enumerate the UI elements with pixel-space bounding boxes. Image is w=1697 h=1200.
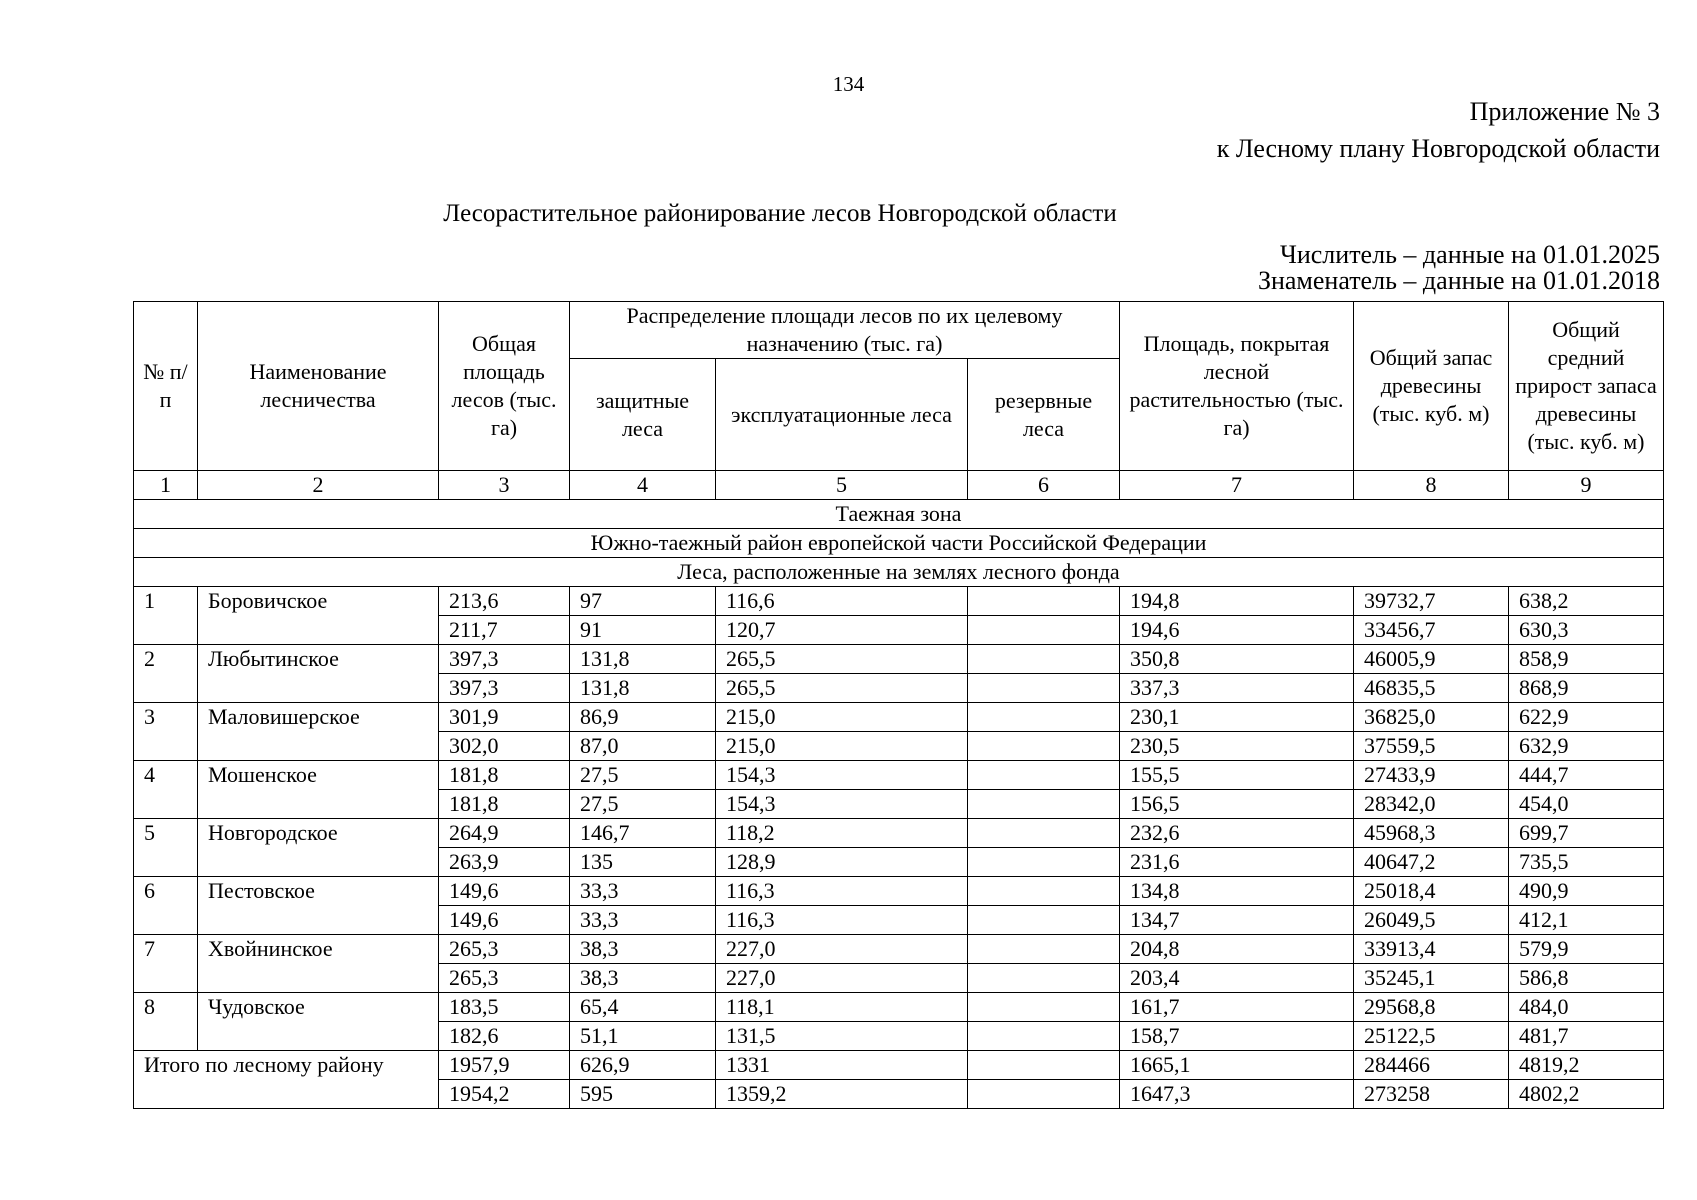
cell-avg-growth: 735,5 bbox=[1509, 848, 1664, 877]
cell-exploitation: 154,3 bbox=[716, 790, 968, 819]
cell-reserve bbox=[968, 819, 1120, 848]
cell-covered-area: 134,7 bbox=[1120, 906, 1354, 935]
cell-reserve bbox=[968, 703, 1120, 732]
cell-total-stock: 39732,7 bbox=[1354, 587, 1509, 616]
column-number: 2 bbox=[198, 471, 439, 500]
cell-total-stock: 33456,7 bbox=[1354, 616, 1509, 645]
document-title: Лесорастительное районирование лесов Новгородской области bbox=[443, 200, 1117, 227]
numerator-denominator-legend bbox=[1258, 242, 1660, 294]
header-total-stock: Общий запас древесины (тыс. куб. м) bbox=[1354, 302, 1509, 471]
cell-exploitation: 118,2 bbox=[716, 819, 968, 848]
column-number-row bbox=[134, 471, 1664, 500]
cell-total-area: 211,7 bbox=[439, 616, 570, 645]
cell-total-stock: 45968,3 bbox=[1354, 819, 1509, 848]
cell-exploitation: 116,6 bbox=[716, 587, 968, 616]
cell-total-area: 265,3 bbox=[439, 964, 570, 993]
table-row-numerator bbox=[134, 703, 1664, 732]
row-number: 5 bbox=[134, 819, 198, 877]
cell-protective: 91 bbox=[570, 616, 716, 645]
table-row-numerator bbox=[134, 935, 1664, 964]
cell-avg-growth: 868,9 bbox=[1509, 674, 1664, 703]
column-number: 7 bbox=[1120, 471, 1354, 500]
zone-heading: Таежная зона bbox=[134, 500, 1664, 529]
header-exploitation: эксплуатационные леса bbox=[716, 359, 968, 471]
row-number: 7 bbox=[134, 935, 198, 993]
total-exploitation: 1359,2 bbox=[716, 1080, 968, 1109]
row-number: 8 bbox=[134, 993, 198, 1051]
column-number: 9 bbox=[1509, 471, 1664, 500]
cell-total-area: 397,3 bbox=[439, 674, 570, 703]
cell-covered-area: 232,6 bbox=[1120, 819, 1354, 848]
cell-total-stock: 28342,0 bbox=[1354, 790, 1509, 819]
cell-protective: 146,7 bbox=[570, 819, 716, 848]
cell-covered-area: 230,1 bbox=[1120, 703, 1354, 732]
cell-total-area: 397,3 bbox=[439, 645, 570, 674]
cell-total-area: 183,5 bbox=[439, 993, 570, 1022]
cell-protective: 131,8 bbox=[570, 674, 716, 703]
cell-protective: 86,9 bbox=[570, 703, 716, 732]
cell-covered-area: 230,5 bbox=[1120, 732, 1354, 761]
cell-covered-area: 161,7 bbox=[1120, 993, 1354, 1022]
cell-total-area: 301,9 bbox=[439, 703, 570, 732]
cell-total-stock: 36825,0 bbox=[1354, 703, 1509, 732]
cell-avg-growth: 622,9 bbox=[1509, 703, 1664, 732]
cell-covered-area: 337,3 bbox=[1120, 674, 1354, 703]
cell-covered-area: 134,8 bbox=[1120, 877, 1354, 906]
total-total-area: 1957,9 bbox=[439, 1051, 570, 1080]
cell-covered-area: 158,7 bbox=[1120, 1022, 1354, 1051]
cell-exploitation: 120,7 bbox=[716, 616, 968, 645]
total-avg-growth: 4819,2 bbox=[1509, 1051, 1664, 1080]
cell-reserve bbox=[968, 587, 1120, 616]
cell-protective: 97 bbox=[570, 587, 716, 616]
total-total-area: 1954,2 bbox=[439, 1080, 570, 1109]
cell-total-area: 149,6 bbox=[439, 877, 570, 906]
total-covered-area: 1647,3 bbox=[1120, 1080, 1354, 1109]
cell-total-area: 182,6 bbox=[439, 1022, 570, 1051]
cell-total-area: 213,6 bbox=[439, 587, 570, 616]
header-distribution: Распределение площади лесов по их целевому назначению (тыс. га) bbox=[570, 302, 1120, 359]
cell-total-area: 181,8 bbox=[439, 761, 570, 790]
row-number: 2 bbox=[134, 645, 198, 703]
total-reserve bbox=[968, 1051, 1120, 1080]
column-number: 6 bbox=[968, 471, 1120, 500]
cell-reserve bbox=[968, 732, 1120, 761]
cell-protective: 131,8 bbox=[570, 645, 716, 674]
cell-reserve bbox=[968, 993, 1120, 1022]
column-number: 3 bbox=[439, 471, 570, 500]
table-row-numerator bbox=[134, 993, 1664, 1022]
column-number: 8 bbox=[1354, 471, 1509, 500]
cell-protective: 27,5 bbox=[570, 761, 716, 790]
total-label: Итого по лесному району bbox=[134, 1051, 439, 1109]
cell-total-stock: 46835,5 bbox=[1354, 674, 1509, 703]
cell-total-stock: 26049,5 bbox=[1354, 906, 1509, 935]
cell-reserve bbox=[968, 674, 1120, 703]
appendix-line-1: Приложение № 3 bbox=[1469, 97, 1660, 126]
cell-avg-growth: 638,2 bbox=[1509, 587, 1664, 616]
cell-total-stock: 35245,1 bbox=[1354, 964, 1509, 993]
total-exploitation: 1331 bbox=[716, 1051, 968, 1080]
cell-exploitation: 215,0 bbox=[716, 703, 968, 732]
total-total-stock: 284466 bbox=[1354, 1051, 1509, 1080]
header-name: Наименование лесничества bbox=[198, 302, 439, 471]
cell-protective: 33,3 bbox=[570, 877, 716, 906]
header-num: № п/п bbox=[134, 302, 198, 471]
cell-reserve bbox=[968, 964, 1120, 993]
cell-exploitation: 118,1 bbox=[716, 993, 968, 1022]
cell-total-stock: 25018,4 bbox=[1354, 877, 1509, 906]
cell-reserve bbox=[968, 1022, 1120, 1051]
cell-total-area: 265,3 bbox=[439, 935, 570, 964]
cell-exploitation: 215,0 bbox=[716, 732, 968, 761]
header-protective: защитные леса bbox=[570, 359, 716, 471]
cell-protective: 38,3 bbox=[570, 935, 716, 964]
forestry-name: Хвойнинское bbox=[198, 935, 439, 993]
region-heading: Южно-таежный район европейской части Российской Федерации bbox=[134, 529, 1664, 558]
cell-exploitation: 227,0 bbox=[716, 935, 968, 964]
cell-reserve bbox=[968, 761, 1120, 790]
cell-exploitation: 154,3 bbox=[716, 761, 968, 790]
total-total-stock: 273258 bbox=[1354, 1080, 1509, 1109]
cell-covered-area: 350,8 bbox=[1120, 645, 1354, 674]
cell-exploitation: 116,3 bbox=[716, 877, 968, 906]
cell-total-stock: 25122,5 bbox=[1354, 1022, 1509, 1051]
cell-avg-growth: 490,9 bbox=[1509, 877, 1664, 906]
cell-covered-area: 155,5 bbox=[1120, 761, 1354, 790]
column-number: 1 bbox=[134, 471, 198, 500]
cell-protective: 33,3 bbox=[570, 906, 716, 935]
total-protective: 626,9 bbox=[570, 1051, 716, 1080]
cell-exploitation: 128,9 bbox=[716, 848, 968, 877]
row-number: 3 bbox=[134, 703, 198, 761]
cell-avg-growth: 630,3 bbox=[1509, 616, 1664, 645]
cell-covered-area: 156,5 bbox=[1120, 790, 1354, 819]
cell-avg-growth: 481,7 bbox=[1509, 1022, 1664, 1051]
cell-protective: 38,3 bbox=[570, 964, 716, 993]
table-row-numerator bbox=[134, 645, 1664, 674]
header-avg-growth: Общий средний прирост запаса древесины (тыс. куб. м) bbox=[1509, 302, 1664, 471]
cell-avg-growth: 444,7 bbox=[1509, 761, 1664, 790]
table-row-numerator bbox=[134, 587, 1664, 616]
cell-total-area: 264,9 bbox=[439, 819, 570, 848]
cell-covered-area: 204,8 bbox=[1120, 935, 1354, 964]
cell-total-stock: 27433,9 bbox=[1354, 761, 1509, 790]
appendix-line-2: к Лесному плану Новгородской области bbox=[1216, 134, 1660, 163]
land-type-heading: Леса, расположенные на землях лесного фонда bbox=[134, 558, 1664, 587]
forestry-name: Маловишерское bbox=[198, 703, 439, 761]
row-number: 1 bbox=[134, 587, 198, 645]
cell-avg-growth: 579,9 bbox=[1509, 935, 1664, 964]
cell-total-stock: 40647,2 bbox=[1354, 848, 1509, 877]
cell-exploitation: 265,5 bbox=[716, 645, 968, 674]
cell-avg-growth: 454,0 bbox=[1509, 790, 1664, 819]
page-number: 134 bbox=[832, 72, 865, 96]
cell-avg-growth: 484,0 bbox=[1509, 993, 1664, 1022]
cell-reserve bbox=[968, 645, 1120, 674]
header-reserve: резервные леса bbox=[968, 359, 1120, 471]
cell-reserve bbox=[968, 877, 1120, 906]
cell-total-area: 181,8 bbox=[439, 790, 570, 819]
cell-protective: 87,0 bbox=[570, 732, 716, 761]
cell-reserve bbox=[968, 906, 1120, 935]
forestry-name: Чудовское bbox=[198, 993, 439, 1051]
cell-avg-growth: 699,7 bbox=[1509, 819, 1664, 848]
cell-covered-area: 194,6 bbox=[1120, 616, 1354, 645]
cell-exploitation: 265,5 bbox=[716, 674, 968, 703]
total-reserve bbox=[968, 1080, 1120, 1109]
cell-covered-area: 203,4 bbox=[1120, 964, 1354, 993]
cell-reserve bbox=[968, 616, 1120, 645]
cell-total-area: 149,6 bbox=[439, 906, 570, 935]
forestry-name: Пестовское bbox=[198, 877, 439, 935]
cell-total-stock: 37559,5 bbox=[1354, 732, 1509, 761]
forestry-name: Любытинское bbox=[198, 645, 439, 703]
cell-total-stock: 29568,8 bbox=[1354, 993, 1509, 1022]
total-protective: 595 bbox=[570, 1080, 716, 1109]
total-row-numerator bbox=[134, 1051, 1664, 1080]
cell-avg-growth: 412,1 bbox=[1509, 906, 1664, 935]
cell-avg-growth: 632,9 bbox=[1509, 732, 1664, 761]
total-avg-growth: 4802,2 bbox=[1509, 1080, 1664, 1109]
appendix-note bbox=[1217, 93, 1660, 167]
forest-zoning-table bbox=[133, 301, 1664, 1109]
table-row-numerator bbox=[134, 761, 1664, 790]
cell-protective: 135 bbox=[570, 848, 716, 877]
header-covered-area: Площадь, покрытая лесной растительностью (тыс. га) bbox=[1120, 302, 1354, 471]
cell-total-stock: 33913,4 bbox=[1354, 935, 1509, 964]
cell-exploitation: 227,0 bbox=[716, 964, 968, 993]
cell-reserve bbox=[968, 848, 1120, 877]
row-number: 6 bbox=[134, 877, 198, 935]
cell-total-area: 263,9 bbox=[439, 848, 570, 877]
cell-protective: 51,1 bbox=[570, 1022, 716, 1051]
cell-exploitation: 116,3 bbox=[716, 906, 968, 935]
table-row-numerator bbox=[134, 877, 1664, 906]
cell-exploitation: 131,5 bbox=[716, 1022, 968, 1051]
denominator-note: Знаменатель – данные на 01.01.2018 bbox=[1257, 266, 1660, 295]
cell-covered-area: 194,8 bbox=[1120, 587, 1354, 616]
cell-total-area: 302,0 bbox=[439, 732, 570, 761]
column-number: 5 bbox=[716, 471, 968, 500]
total-covered-area: 1665,1 bbox=[1120, 1051, 1354, 1080]
forestry-name: Боровичское bbox=[198, 587, 439, 645]
forestry-name: Мошенское bbox=[198, 761, 439, 819]
cell-total-stock: 46005,9 bbox=[1354, 645, 1509, 674]
column-number: 4 bbox=[570, 471, 716, 500]
row-number: 4 bbox=[134, 761, 198, 819]
cell-covered-area: 231,6 bbox=[1120, 848, 1354, 877]
forestry-name: Новгородское bbox=[198, 819, 439, 877]
cell-reserve bbox=[968, 935, 1120, 964]
cell-protective: 27,5 bbox=[570, 790, 716, 819]
header-total-area: Общая площадь лесов (тыс. га) bbox=[439, 302, 570, 471]
table-row-numerator bbox=[134, 819, 1664, 848]
cell-avg-growth: 586,8 bbox=[1509, 964, 1664, 993]
numerator-note: Числитель – данные на 01.01.2025 bbox=[1279, 240, 1660, 269]
cell-avg-growth: 858,9 bbox=[1509, 645, 1664, 674]
cell-reserve bbox=[968, 790, 1120, 819]
cell-protective: 65,4 bbox=[570, 993, 716, 1022]
